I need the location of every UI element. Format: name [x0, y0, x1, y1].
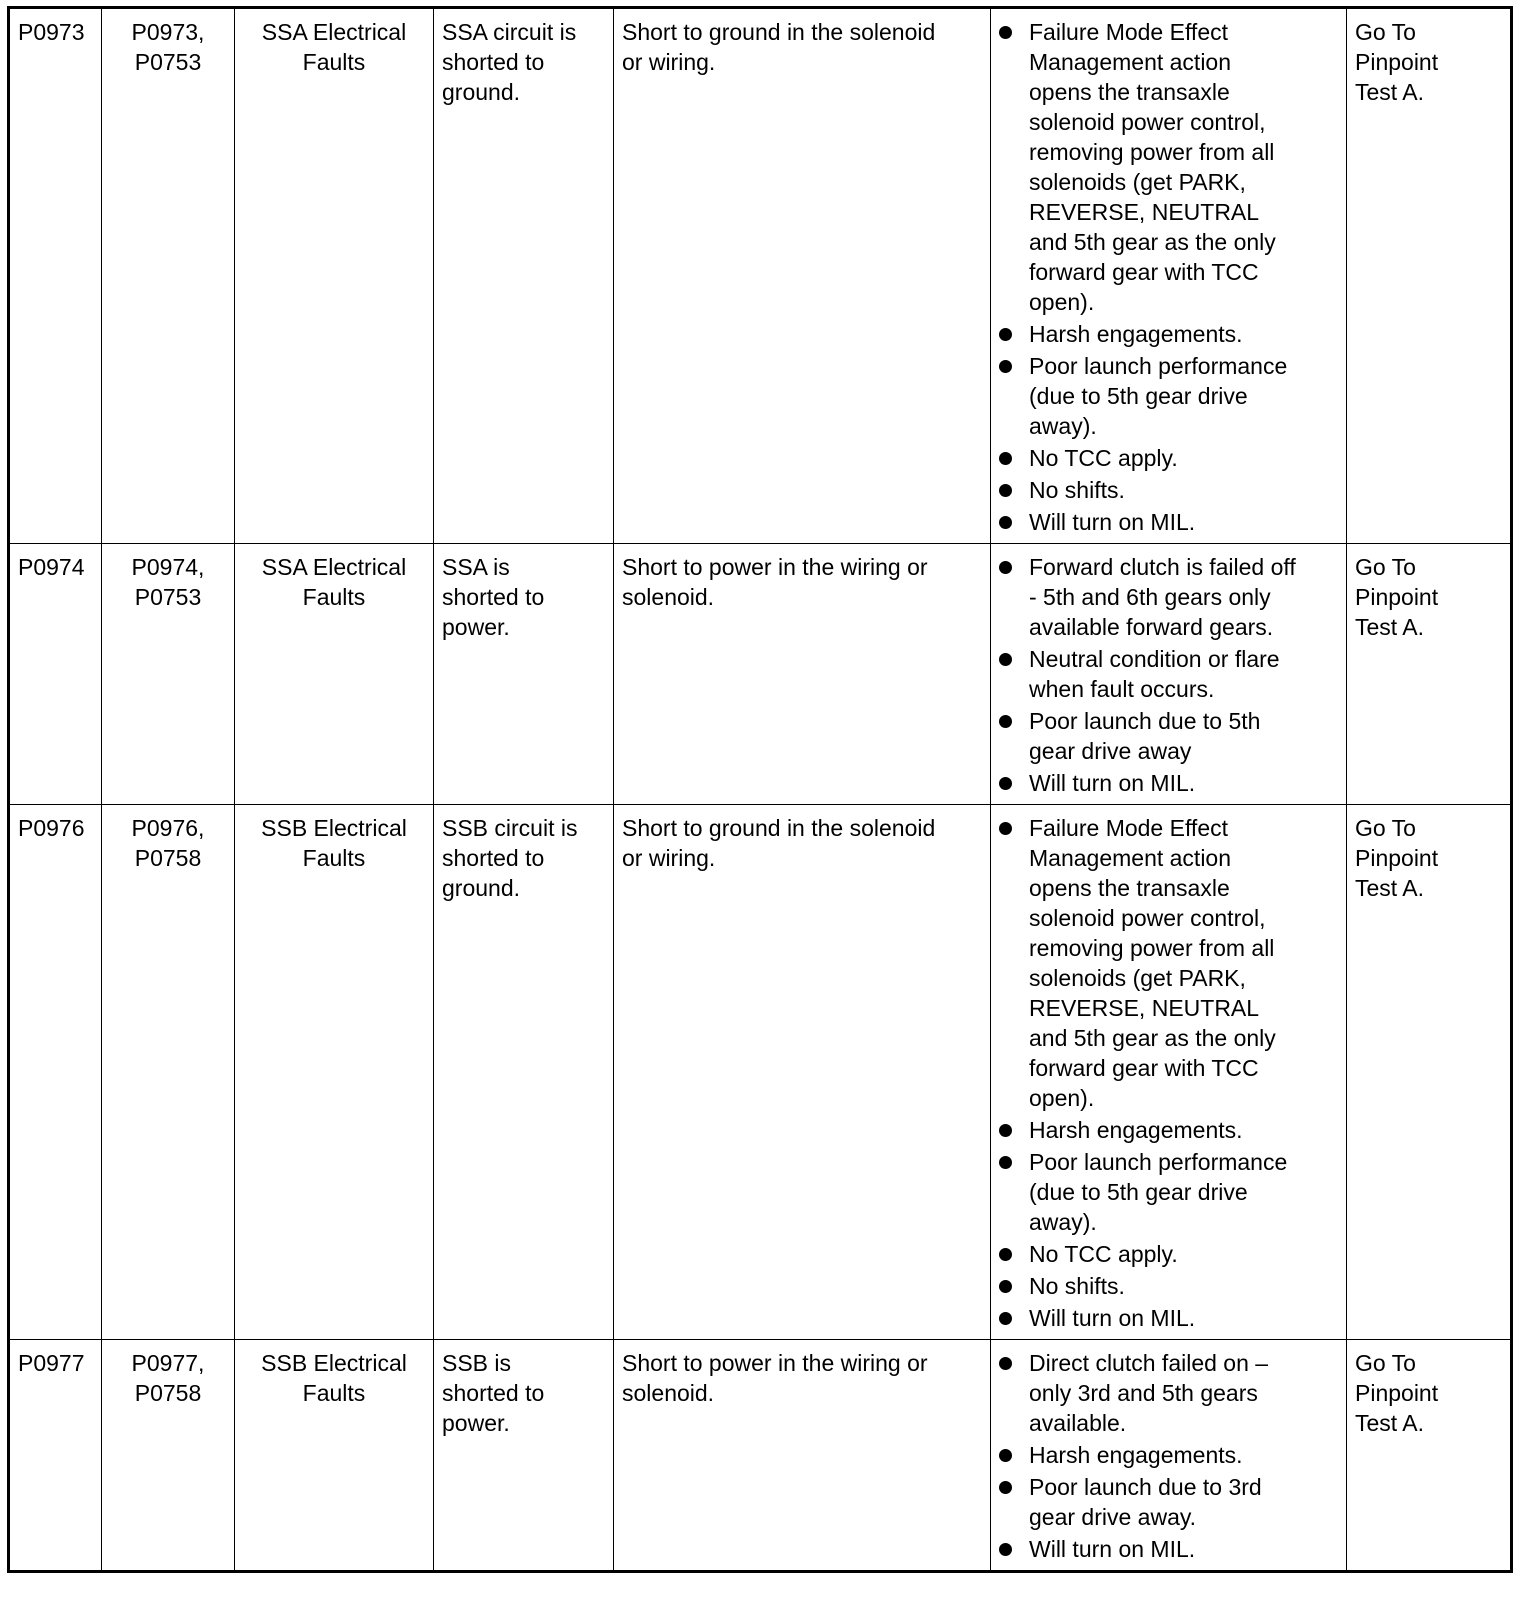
effect-text-line: forward gear with TCC	[1029, 1055, 1259, 1081]
effect-text-line: Will turn on MIL.	[1029, 770, 1196, 796]
related-codes-cell	[102, 1340, 235, 1572]
system-cell-line: Faults	[302, 1380, 366, 1406]
dtc-table	[7, 6, 1513, 1573]
list-item	[999, 1115, 1338, 1145]
related-codes-cell-line: P0973,	[131, 19, 205, 45]
bullet-icon	[999, 26, 1012, 39]
effect-text-line: open).	[1029, 289, 1095, 315]
effect-text-line: solenoids (get PARK,	[1029, 169, 1246, 195]
list-item	[999, 1534, 1338, 1564]
related-codes-cell-line: P0753	[134, 49, 202, 75]
causes-cell	[614, 1340, 991, 1572]
effects-list	[999, 813, 1338, 1333]
effect-text-line: away).	[1029, 413, 1097, 439]
causes-cell	[614, 805, 991, 1340]
action-cell-line: Go To	[1355, 1350, 1416, 1376]
causes-cell	[614, 8, 991, 544]
effects-cell	[991, 8, 1347, 544]
condition-cell-line: power.	[442, 1410, 510, 1436]
effect-text-line: Direct clutch failed on –	[1029, 1350, 1269, 1376]
causes-cell-line: or wiring.	[622, 49, 716, 75]
effect-text-line: available.	[1029, 1410, 1127, 1436]
related-codes-cell-line: P0758	[134, 845, 202, 871]
effect-text-line: Failure Mode Effect	[1029, 19, 1229, 45]
bullet-icon	[999, 822, 1012, 835]
bullet-icon	[999, 360, 1012, 373]
bullet-icon	[999, 1357, 1012, 1370]
effect-text-line: REVERSE, NEUTRAL	[1029, 199, 1260, 225]
related-codes-cell-line: P0974,	[131, 554, 205, 580]
dtc-cell: P0977	[9, 1340, 102, 1572]
bullet-icon	[999, 516, 1012, 529]
causes-cell-line: solenoid.	[622, 584, 715, 610]
effects-cell	[991, 544, 1347, 805]
effect-text-line: No TCC apply.	[1029, 445, 1178, 471]
bullet-icon	[999, 1124, 1012, 1137]
condition-cell	[434, 1340, 614, 1572]
effect-text-line: Poor launch due to 3rd	[1029, 1474, 1262, 1500]
effect-text-line: solenoid power control,	[1029, 905, 1266, 931]
list-item	[999, 644, 1338, 704]
action-cell-line: Go To	[1355, 815, 1416, 841]
system-cell-line: Faults	[302, 845, 366, 871]
effect-text-line: Will turn on MIL.	[1029, 1305, 1196, 1331]
list-item	[999, 507, 1338, 537]
effects-list	[999, 1348, 1338, 1564]
bullet-icon	[999, 1449, 1012, 1462]
list-item	[999, 1303, 1338, 1333]
effect-text-line: solenoid power control,	[1029, 109, 1266, 135]
effect-text-line: (due to 5th gear drive	[1029, 1179, 1248, 1205]
system-cell-line: Faults	[302, 49, 366, 75]
list-item	[999, 768, 1338, 798]
effect-text-line: and 5th gear as the only	[1029, 1025, 1276, 1051]
causes-cell-line: or wiring.	[622, 845, 716, 871]
condition-cell	[434, 544, 614, 805]
bullet-icon	[999, 1312, 1012, 1325]
related-codes-cell-line: P0753	[134, 584, 202, 610]
action-cell-line: Test A.	[1355, 614, 1425, 640]
effect-text-line: removing power from all	[1029, 139, 1275, 165]
related-codes-cell-line: P0976,	[131, 815, 205, 841]
effect-text-line: No shifts.	[1029, 1273, 1125, 1299]
action-cell-line: Pinpoint	[1355, 584, 1439, 610]
condition-cell-line: shorted to	[442, 1380, 545, 1406]
bullet-icon	[999, 484, 1012, 497]
related-codes-cell	[102, 8, 235, 544]
effect-text-line: opens the transaxle	[1029, 875, 1230, 901]
action-cell-line: Pinpoint	[1355, 49, 1439, 75]
effect-text-line: (due to 5th gear drive	[1029, 383, 1248, 409]
effect-text-line: opens the transaxle	[1029, 79, 1230, 105]
effect-text-line: Harsh engagements.	[1029, 1442, 1243, 1468]
effect-text-line: forward gear with TCC	[1029, 259, 1259, 285]
list-item	[999, 1348, 1338, 1438]
effect-text-line: gear drive away	[1029, 738, 1192, 764]
system-cell-line: Faults	[302, 584, 366, 610]
system-cell	[235, 8, 434, 544]
causes-cell-line: Short to power in the wiring or	[622, 1350, 928, 1376]
effect-text-line: Harsh engagements.	[1029, 1117, 1243, 1143]
bullet-icon	[999, 328, 1012, 341]
related-codes-cell	[102, 805, 235, 1340]
table-row	[9, 805, 1512, 1340]
dtc-cell: P0976	[9, 805, 102, 1340]
bullet-icon	[999, 1248, 1012, 1261]
effect-text-line: only 3rd and 5th gears	[1029, 1380, 1258, 1406]
list-item	[999, 1472, 1338, 1532]
effect-text-line: away).	[1029, 1209, 1097, 1235]
action-cell-line: Test A.	[1355, 79, 1425, 105]
condition-cell-line: shorted to	[442, 584, 545, 610]
action-cell	[1347, 544, 1512, 805]
table-row	[9, 1340, 1512, 1572]
table-row	[9, 544, 1512, 805]
list-item	[999, 813, 1338, 1113]
action-cell	[1347, 8, 1512, 544]
effect-text-line: REVERSE, NEUTRAL	[1029, 995, 1260, 1021]
effect-text-line: Neutral condition or flare	[1029, 646, 1280, 672]
bullet-icon	[999, 452, 1012, 465]
system-cell	[235, 1340, 434, 1572]
effect-text-line: Management action	[1029, 845, 1232, 871]
effect-text-line: Will turn on MIL.	[1029, 509, 1196, 535]
causes-cell	[614, 544, 991, 805]
dtc-cell: P0973	[9, 8, 102, 544]
effect-text-line: available forward gears.	[1029, 614, 1274, 640]
bullet-icon	[999, 1156, 1012, 1169]
system-cell-line: SSA Electrical	[261, 19, 407, 45]
bullet-icon	[999, 1280, 1012, 1293]
condition-cell	[434, 805, 614, 1340]
list-item	[999, 1440, 1338, 1470]
action-cell	[1347, 1340, 1512, 1572]
effect-text-line: Forward clutch is failed off	[1029, 554, 1296, 580]
effect-text-line: Harsh engagements.	[1029, 321, 1243, 347]
related-codes-cell-line: P0758	[134, 1380, 202, 1406]
effect-text-line: removing power from all	[1029, 935, 1275, 961]
condition-cell-line: shorted to	[442, 49, 545, 75]
bullet-icon	[999, 777, 1012, 790]
list-item	[999, 1271, 1338, 1301]
effects-list	[999, 552, 1338, 798]
list-item	[999, 319, 1338, 349]
condition-cell-line: ground.	[442, 875, 521, 901]
dtc-table-body	[9, 8, 1512, 1572]
action-cell	[1347, 805, 1512, 1340]
condition-cell-line: shorted to	[442, 845, 545, 871]
condition-cell-line: SSB is	[442, 1350, 512, 1376]
system-cell	[235, 544, 434, 805]
causes-cell-line: Short to ground in the solenoid	[622, 19, 936, 45]
effects-list	[999, 17, 1338, 537]
effect-text-line: Management action	[1029, 49, 1232, 75]
action-cell-line: Go To	[1355, 19, 1416, 45]
list-item	[999, 443, 1338, 473]
effect-text-line: Will turn on MIL.	[1029, 1536, 1196, 1562]
table-row	[9, 8, 1512, 544]
effect-text-line: Poor launch due to 5th	[1029, 708, 1261, 734]
effect-text-line: solenoids (get PARK,	[1029, 965, 1246, 991]
effect-text-line: Poor launch performance	[1029, 1149, 1288, 1175]
causes-cell-line: Short to power in the wiring or	[622, 554, 928, 580]
action-cell-line: Test A.	[1355, 875, 1425, 901]
condition-cell-line: SSA circuit is	[442, 19, 577, 45]
related-codes-cell	[102, 544, 235, 805]
effect-text-line: gear drive away.	[1029, 1504, 1197, 1530]
condition-cell-line: ground.	[442, 79, 521, 105]
action-cell-line: Pinpoint	[1355, 845, 1439, 871]
effect-text-line: Failure Mode Effect	[1029, 815, 1229, 841]
list-item	[999, 475, 1338, 505]
bullet-icon	[999, 715, 1012, 728]
bullet-icon	[999, 1481, 1012, 1494]
causes-cell-line: Short to ground in the solenoid	[622, 815, 936, 841]
system-cell	[235, 805, 434, 1340]
effect-text-line: No shifts.	[1029, 477, 1125, 503]
system-cell-line: SSA Electrical	[261, 554, 407, 580]
effect-text-line: when fault occurs.	[1029, 676, 1215, 702]
effect-text-line: - 5th and 6th gears only	[1029, 584, 1271, 610]
effects-cell	[991, 805, 1347, 1340]
list-item	[999, 1147, 1338, 1237]
bullet-icon	[999, 561, 1012, 574]
condition-cell-line: power.	[442, 614, 510, 640]
condition-cell-line: SSA is	[442, 554, 510, 580]
effects-cell	[991, 1340, 1347, 1572]
effect-text-line: Poor launch performance	[1029, 353, 1288, 379]
bullet-icon	[999, 653, 1012, 666]
action-cell-line: Go To	[1355, 554, 1416, 580]
causes-cell-line: solenoid.	[622, 1380, 715, 1406]
condition-cell-line: SSB circuit is	[442, 815, 578, 841]
list-item	[999, 351, 1338, 441]
action-cell-line: Pinpoint	[1355, 1380, 1439, 1406]
bullet-icon	[999, 1543, 1012, 1556]
related-codes-cell-line: P0977,	[131, 1350, 205, 1376]
list-item	[999, 552, 1338, 642]
effect-text-line: and 5th gear as the only	[1029, 229, 1276, 255]
dtc-cell: P0974	[9, 544, 102, 805]
list-item	[999, 17, 1338, 317]
list-item	[999, 706, 1338, 766]
list-item	[999, 1239, 1338, 1269]
effect-text-line: No TCC apply.	[1029, 1241, 1178, 1267]
action-cell-line: Test A.	[1355, 1410, 1425, 1436]
system-cell-line: SSB Electrical	[261, 815, 407, 841]
condition-cell	[434, 8, 614, 544]
system-cell-line: SSB Electrical	[261, 1350, 407, 1376]
effect-text-line: open).	[1029, 1085, 1095, 1111]
